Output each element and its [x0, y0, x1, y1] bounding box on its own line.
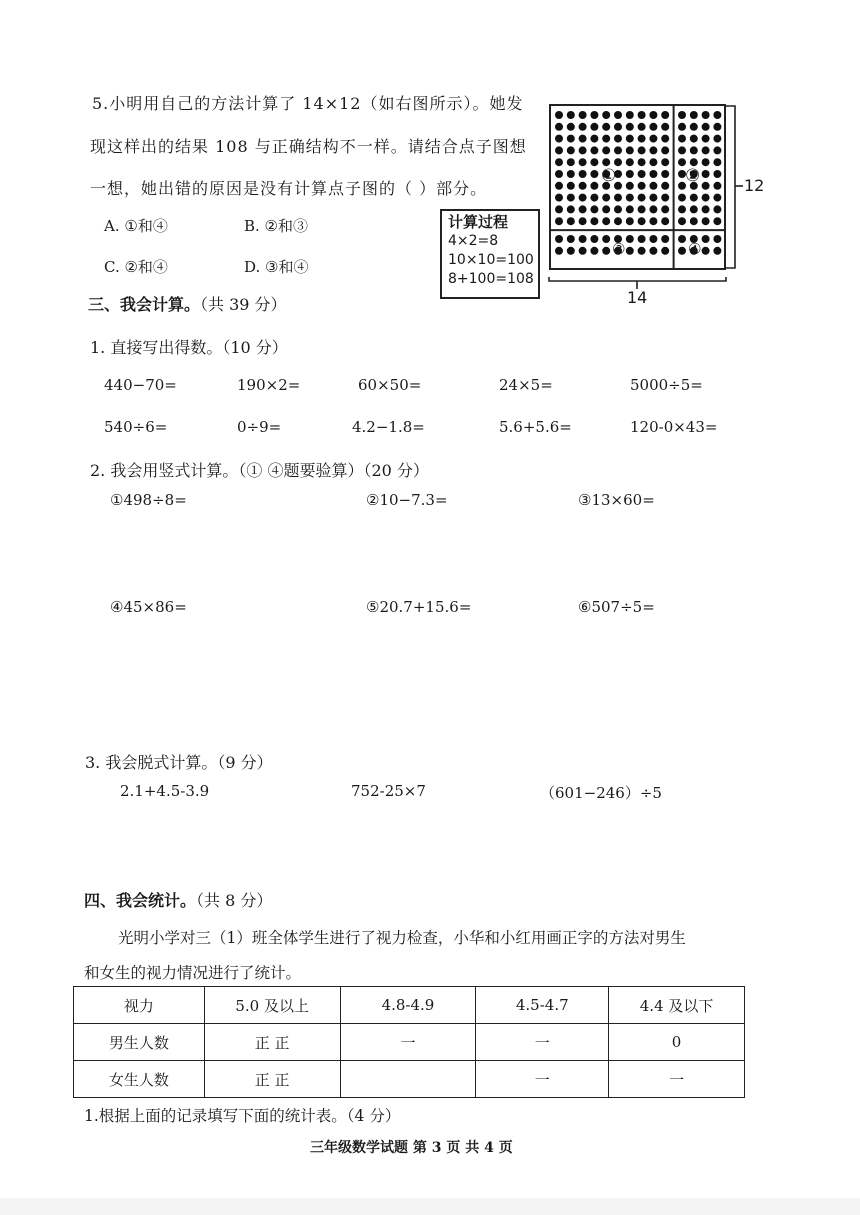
table-cell: 男生人数: [74, 1024, 205, 1061]
stepwise-calc-1: 2.1+4.5-3.9: [120, 782, 210, 800]
section-3-points: （共 39 分）: [200, 295, 287, 314]
mental-calc-10: 120-0×43=: [630, 418, 718, 436]
stepwise-calc-2: 752-25×7: [351, 782, 426, 800]
section-4-q1: 1.根据上面的记录填写下面的统计表。（4 分）: [84, 1107, 401, 1125]
process-line-1: 4×2=8: [448, 233, 499, 249]
stepwise-calc-3: （601−246）÷5: [540, 784, 662, 802]
bottom-length-label: 14: [627, 288, 648, 307]
option-d[interactable]: D. ③和④: [244, 258, 309, 276]
q2-title: 2. 我会用竖式计算。（① ④题要验算）（20 分）: [90, 461, 429, 480]
mental-calc-5: 5000÷5=: [630, 376, 703, 394]
section-4-points: （共 8 分）: [196, 891, 273, 910]
vertical-calc-2: ②10−7.3=: [366, 491, 448, 509]
table-cell: 0: [609, 1024, 745, 1061]
region-4-label: ④: [688, 240, 702, 258]
q1-title: 1. 直接写出得数。（10 分）: [90, 338, 288, 357]
table-cell: 一: [340, 1024, 476, 1061]
section-4-description-2: 和女生的视力情况进行了统计。: [84, 964, 302, 982]
page-footer: 三年级数学试题 第 3 页 共 4 页: [310, 1140, 513, 1156]
region-1-label: ①: [601, 166, 617, 186]
header-cell: 5.0 及以上: [204, 987, 340, 1024]
vertical-calc-6: ⑥507÷5=: [578, 598, 655, 616]
header-cell: 4.8-4.9: [340, 987, 476, 1024]
table-cell: 一: [476, 1024, 609, 1061]
section-4-title: 四、我会统计。: [84, 891, 197, 910]
q5-line-1: 5.小明用自己的方法计算了 14×12（如右图所示）。她发: [92, 94, 524, 113]
header-cell: 4.4 及以下: [609, 987, 745, 1024]
table-row-boys: [74, 1024, 745, 1061]
option-b[interactable]: B. ②和③: [244, 217, 309, 235]
table-cell: 正 正: [204, 1061, 340, 1098]
mental-calc-8: 4.2−1.8=: [352, 418, 425, 436]
process-title: 计算过程: [448, 213, 509, 231]
process-line-3: 8+100=108: [448, 271, 534, 287]
q5-line-3: 一想，她出错的原因是没有计算点子图的（ ）部分。: [90, 179, 488, 198]
vertical-calc-5: ⑤20.7+15.6=: [366, 598, 472, 616]
table-cell: 正 正: [204, 1024, 340, 1061]
side-length-label: 12: [744, 176, 765, 195]
dimension-brackets: [540, 100, 780, 310]
mental-calc-7: 0÷9=: [237, 418, 282, 436]
vertical-calc-3: ③13×60=: [578, 491, 655, 509]
mental-calc-6: 540÷6=: [104, 418, 168, 436]
option-c[interactable]: C. ②和④: [104, 258, 168, 276]
process-line-2: 10×10=100: [448, 252, 534, 268]
section-4-heading: [84, 888, 272, 911]
calculation-process-box: [440, 209, 540, 299]
scan-edge: [0, 1198, 860, 1215]
region-3-label: ③: [612, 240, 626, 258]
mental-calc-3: 60×50=: [358, 376, 422, 394]
table-cell: 一: [609, 1061, 745, 1098]
vision-tally-table: [73, 986, 745, 1098]
q5-line-2: 现这样出的结果 108 与正确结构不一样。请结合点子图想: [90, 137, 527, 156]
mental-calc-4: 24×5=: [499, 376, 553, 394]
region-2-label: ②: [685, 166, 701, 186]
section-4-description-1: 光明小学对三（1）班全体学生进行了视力检查，小华和小红用画正字的方法对男生: [118, 929, 686, 947]
q3-title: 3. 我会脱式计算。（9 分）: [85, 753, 273, 772]
table-cell: [340, 1061, 476, 1098]
table-cell: 一: [476, 1061, 609, 1098]
mental-calc-1: 440−70=: [104, 376, 177, 394]
section-3-heading: [88, 292, 287, 315]
table-header-row: [74, 987, 745, 1024]
table-cell: 女生人数: [74, 1061, 205, 1098]
vertical-calc-1: ①498÷8=: [110, 491, 187, 509]
section-3-title: 三、我会计算。: [88, 295, 201, 314]
vertical-calc-4: ④45×86=: [110, 598, 187, 616]
mental-calc-9: 5.6+5.6=: [499, 418, 572, 436]
table-row-girls: [74, 1061, 745, 1098]
option-a[interactable]: A. ①和④: [104, 217, 168, 235]
header-cell: 4.5-4.7: [476, 987, 609, 1024]
header-cell: 视力: [74, 987, 205, 1024]
mental-calc-2: 190×2=: [237, 376, 301, 394]
